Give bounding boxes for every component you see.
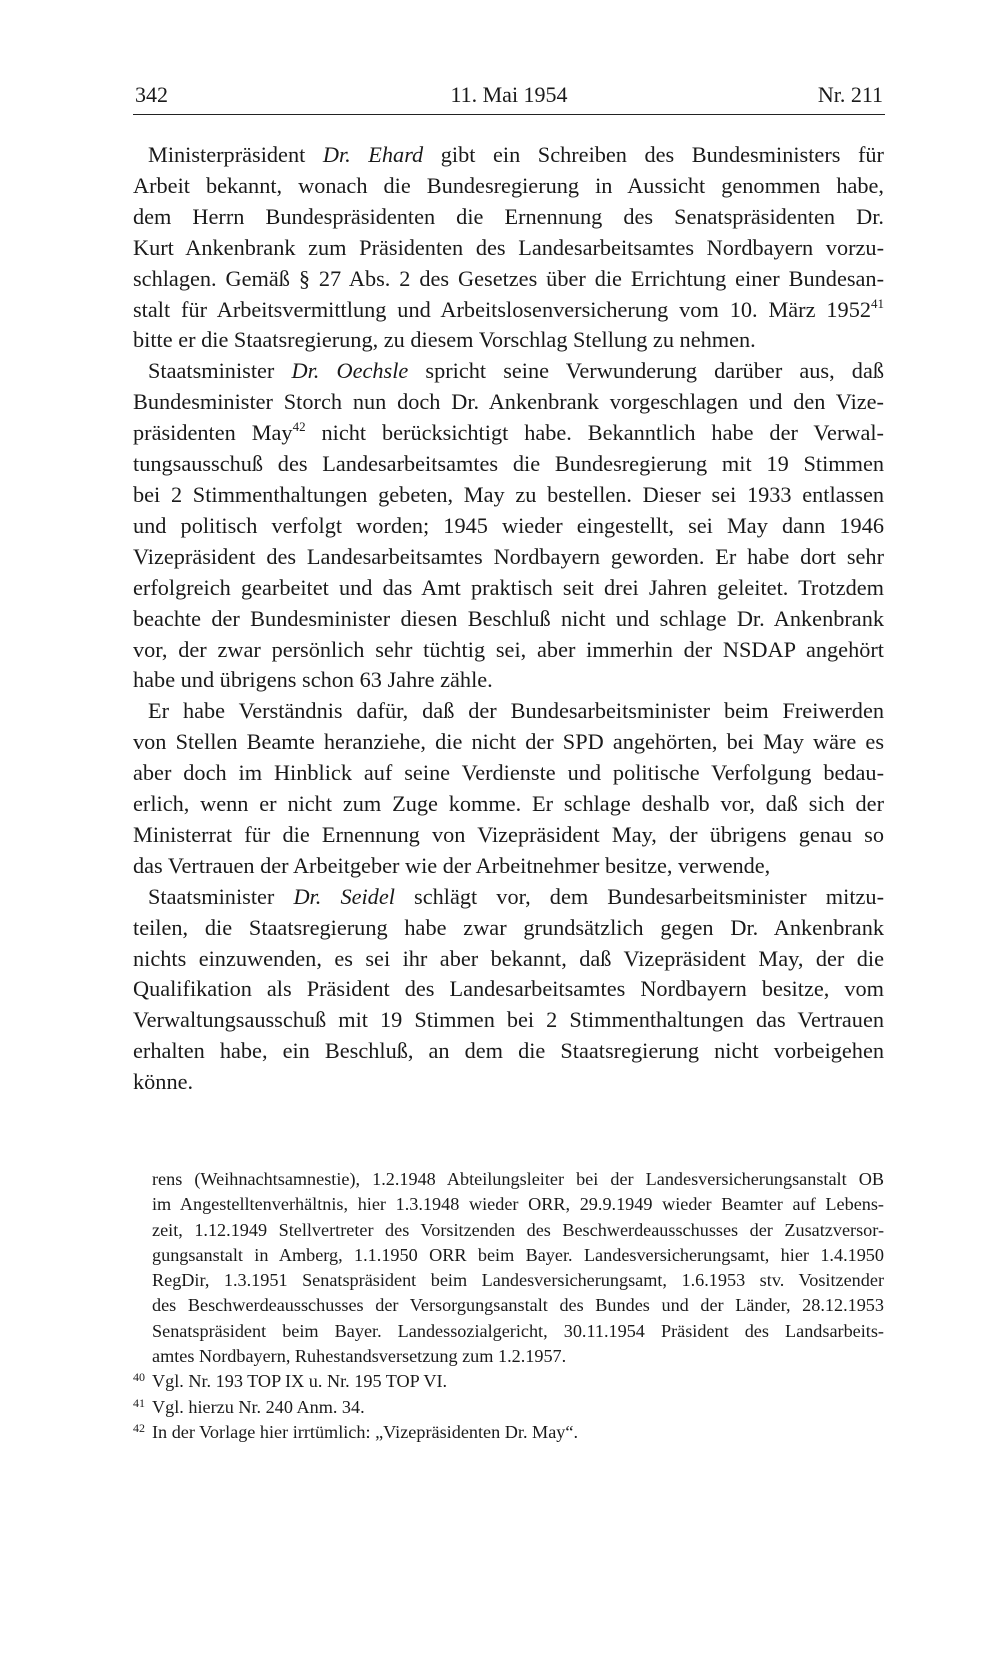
text-line: habe und übrigens schon 63 Jahre zähle. [133, 667, 493, 693]
text-line: Er habe Verständnis dafür, daß der Bundesarbeitsminister beim Freiwerden [148, 698, 884, 724]
footnote-line: amtes Nordbayern, Ruhestandsversetzung zum 1.2.1957. [152, 1346, 567, 1367]
text-line: Arbeit bekannt, wonach die Bundesregierung in Aussicht genommen habe, [133, 172, 884, 198]
footnote-line: Senatspräsident beim Bayer. Landessozialgericht, 30.11.1954 Präsident des Landsarbeits- [152, 1320, 884, 1341]
speaker-name: Dr. Ehard [322, 142, 424, 167]
text-line: könne. [133, 1069, 194, 1095]
text-line: und politisch verfolgt worden; 1945 wieder eingestellt, sei May dann 1946 [133, 512, 884, 538]
footnote-40 [133, 1369, 884, 1394]
text-run: Ministerpräsident [148, 142, 323, 167]
text-line [148, 140, 884, 171]
footnote-ref[interactable]: 42 [292, 419, 306, 435]
main-text [133, 140, 884, 1098]
text-line: Vizepräsident des Landesarbeitsamtes Nordbayern geworden. Er habe dort sehr [133, 543, 884, 569]
text-line: das Vertrauen der Arbeitgeber wie der Arbeitnehmer besitze, verwende, [133, 852, 771, 878]
footnote-text: In der Vorlage hier irrtümlich: „Vizepräsidenten Dr. May“. [152, 1421, 578, 1442]
text-line: Ministerrat für die Ernennung von Vizepräsident May, der übrigens genau so [133, 821, 884, 847]
text-run: nicht berücksichtigt habe. Bekanntlich habe der Verwal- [305, 420, 884, 446]
page-number: 342 [135, 82, 168, 107]
text-line: tungsausschuß des Landesarbeitsamtes die Bundesregierung mit 19 Stimmen [133, 451, 884, 477]
text-run: Staatsminister [148, 358, 292, 384]
text-line: teilen, die Staatsregierung habe zwar grundsätzlich gegen Dr. Ankenbrank [133, 914, 884, 940]
text-line: bitte er die Staatsregierung, zu diesem Vorschlag Stellung zu nehmen. [133, 327, 756, 353]
text-run: stalt für Arbeitsvermittlung und Arbeitslosenversicherung vom 10. März 1952 [133, 296, 871, 322]
text-line: Qualifikation als Präsident des Landesarbeitsamtes Nordbayern besitze, vom [133, 976, 884, 1002]
footnotes [133, 1167, 884, 1445]
paragraph-seidel [133, 882, 884, 1098]
text-line: erlich, wenn er nicht zum Zuge komme. Er schlage deshalb vor, daß sich der [133, 791, 884, 817]
text-run: schlägt vor, dem Bundesarbeitsminister mitzu- [394, 883, 884, 909]
footnote-41 [133, 1395, 884, 1420]
text-line: bei 2 Stimmenthaltungen gebeten, May zu bestellen. Dieser sei 1933 entlassen [133, 481, 884, 507]
footnote-number: 41 [133, 1395, 145, 1410]
text-line: erfolgreich gearbeitet und das Amt praktisch seit drei Jahren geleitet. Trotzdem [133, 574, 884, 600]
text-line: dem Herrn Bundespräsidenten die Ernennung des Senatspräsidenten Dr. [133, 203, 884, 229]
text-run: Staatsminister [148, 883, 294, 909]
footnote-number: 42 [133, 1420, 145, 1435]
text-line [133, 418, 884, 449]
text-line [133, 295, 884, 326]
paragraph-ehard [133, 140, 884, 356]
footnote-line: des Beschwerdeausschusses der Versorgungsanstalt des Bundes und der Länder, 28.12.1953 [152, 1295, 884, 1316]
text-line: schlagen. Gemäß § 27 Abs. 2 des Gesetzes über die Errichtung einer Bundesan- [133, 265, 884, 291]
speaker-name: Dr. Oechsle [291, 358, 409, 384]
text-line: Bundesminister Storch nun doch Dr. Ankenbrank vorgeschlagen und den Vize- [133, 389, 884, 415]
footnote-42 [133, 1420, 884, 1445]
text-line [148, 356, 884, 387]
text-line: von Stellen Beamte heranziehe, die nicht der SPD angehörten, bei May wäre es [133, 729, 884, 755]
text-run: präsidenten May [133, 420, 293, 446]
footnote-line: RegDir, 1.3.1951 Senatspräsident beim Landesversicherungsamt, 1.6.1953 stv. Vositzender [152, 1270, 884, 1291]
header-date: 11. Mai 1954 [450, 82, 568, 107]
text-line: Verwaltungsausschuß mit 19 Stimmen bei 2 Stimmenthaltungen das Vertrauen [133, 1007, 884, 1033]
footnote-ref[interactable]: 41 [871, 295, 884, 311]
paragraph-oechsle-continued [133, 696, 884, 881]
footnote-line: im Angestelltenverhältnis, hier 1.3.1948 wieder ORR, 29.9.1949 wieder Beamter auf Lebens- [152, 1194, 884, 1215]
document-number: Nr. 211 [817, 82, 883, 107]
footnote-line: gungsanstalt in Amberg, 1.1.1950 ORR beim Bayer. Landesversicherungsamt, hier 1.4.1950 [152, 1244, 884, 1265]
footnote-line: zeit, 1.12.1949 Stellvertreter des Vorsitzenden des Beschwerdeausschusses der Zusatzversor- [152, 1219, 884, 1240]
footnote-line: rens (Weihnachtsamnestie), 1.2.1948 Abteilungsleiter bei der Landesversicherungsanstalt OB [152, 1169, 884, 1189]
footnote-number: 40 [133, 1370, 145, 1385]
text-line: beachte der Bundesminister diesen Beschluß nicht und schlage Dr. Ankenbrank [133, 605, 884, 631]
footnote-text: Vgl. Nr. 193 TOP IX u. Nr. 195 TOP VI. [152, 1371, 448, 1392]
text-line [148, 882, 884, 913]
text-line: vor, der zwar persönlich sehr tüchtig sei, aber immerhin der NSDAP angehört [133, 636, 884, 662]
text-run: spricht seine Verwunderung darüber aus, daß [408, 358, 884, 384]
paragraph-oechsle [133, 356, 884, 696]
text-line: Kurt Ankenbrank zum Präsidenten des Landesarbeitsamtes Nordbayern vorzu- [133, 234, 884, 260]
speaker-name: Dr. Seidel [293, 883, 395, 909]
text-run: gibt ein Schreiben des Bundesministers für [423, 142, 884, 167]
footnote-text: Vgl. hierzu Nr. 240 Anm. 34. [152, 1396, 365, 1417]
text-line: nichts einzuwenden, es sei ihr aber bekannt, daß Vizepräsident May, der die [133, 945, 884, 971]
text-line: erhalten habe, ein Beschluß, an dem die Staatsregierung nicht vorbeigehen [133, 1038, 884, 1064]
running-header [133, 82, 885, 115]
footnote-continuation [152, 1167, 884, 1369]
text-line: aber doch im Hinblick auf seine Verdienste und politische Verfolgung bedau- [133, 760, 884, 786]
